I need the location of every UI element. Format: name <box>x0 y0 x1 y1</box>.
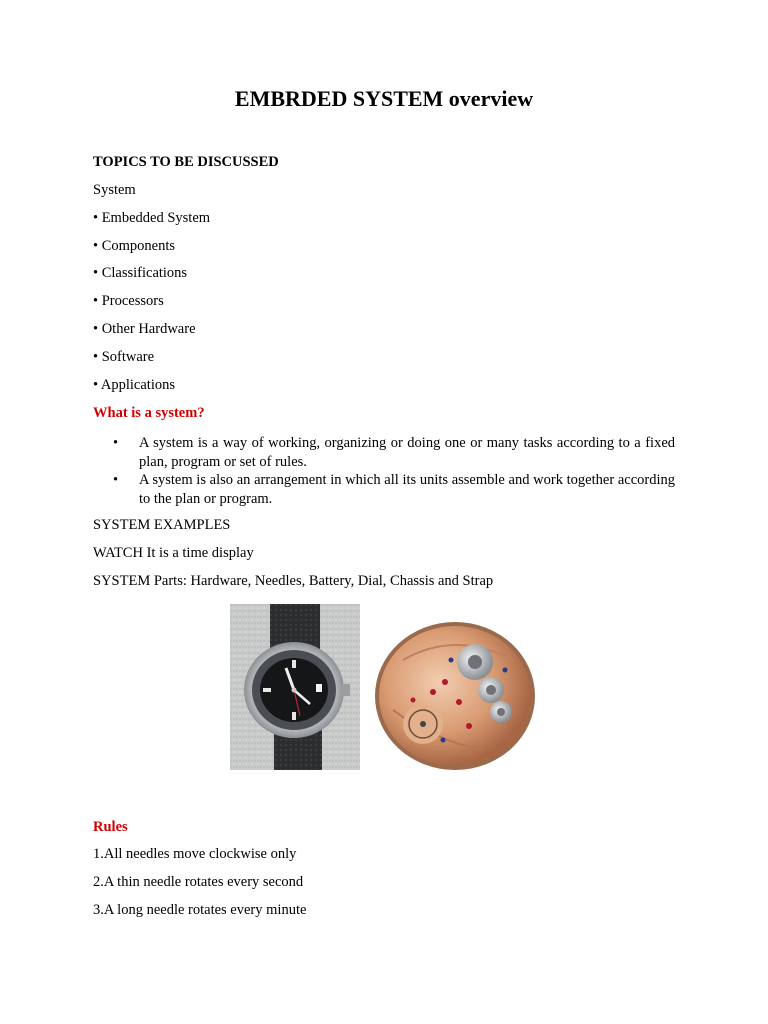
topic-item: • Components <box>93 238 176 254</box>
bullet-icon: • <box>113 472 119 488</box>
topic-item: • Embedded System <box>93 210 211 226</box>
topic-item: • Other Hardware <box>93 321 196 337</box>
wristwatch-photo <box>230 604 360 770</box>
rule-item: 1.All needles move clockwise only <box>93 846 297 862</box>
watch-line: WATCH It is a time display <box>93 545 254 561</box>
rule-item: 3.A long needle rotates every minute <box>93 902 307 918</box>
rules-heading: Rules <box>93 819 128 835</box>
rule-item: 2.A thin needle rotates every second <box>93 874 304 890</box>
bullet-icon: • <box>113 435 119 451</box>
parts-line: SYSTEM Parts: Hardware, Needles, Battery, Dial, Chassis and Strap <box>93 573 494 589</box>
definition-text: A system is a way of working, organizing or doing one or many tasks according to a fixed plan, program or set of rules. <box>139 435 675 470</box>
watch-movement-image <box>373 620 537 770</box>
page-title: EMBRDED SYSTEM overview <box>234 86 534 111</box>
topic-item: • Applications <box>93 377 176 393</box>
definition-text: A system is also an arrangement in which all its units assemble and work together according to the plan or program. <box>139 472 675 507</box>
examples-heading: SYSTEM EXAMPLES <box>93 517 231 533</box>
definition-list <box>93 434 675 508</box>
definition-item <box>93 434 675 471</box>
topics-intro: System <box>93 182 136 198</box>
topic-item: • Classifications <box>93 265 188 281</box>
definition-item <box>93 471 675 508</box>
topic-item: • Software <box>93 349 155 365</box>
topic-item: • Processors <box>93 293 164 309</box>
topics-heading: TOPICS TO BE DISCUSSED <box>93 154 279 170</box>
question-heading: What is a system? <box>93 405 205 421</box>
watch-movement-photo <box>373 620 537 770</box>
wristwatch-image <box>230 604 360 770</box>
